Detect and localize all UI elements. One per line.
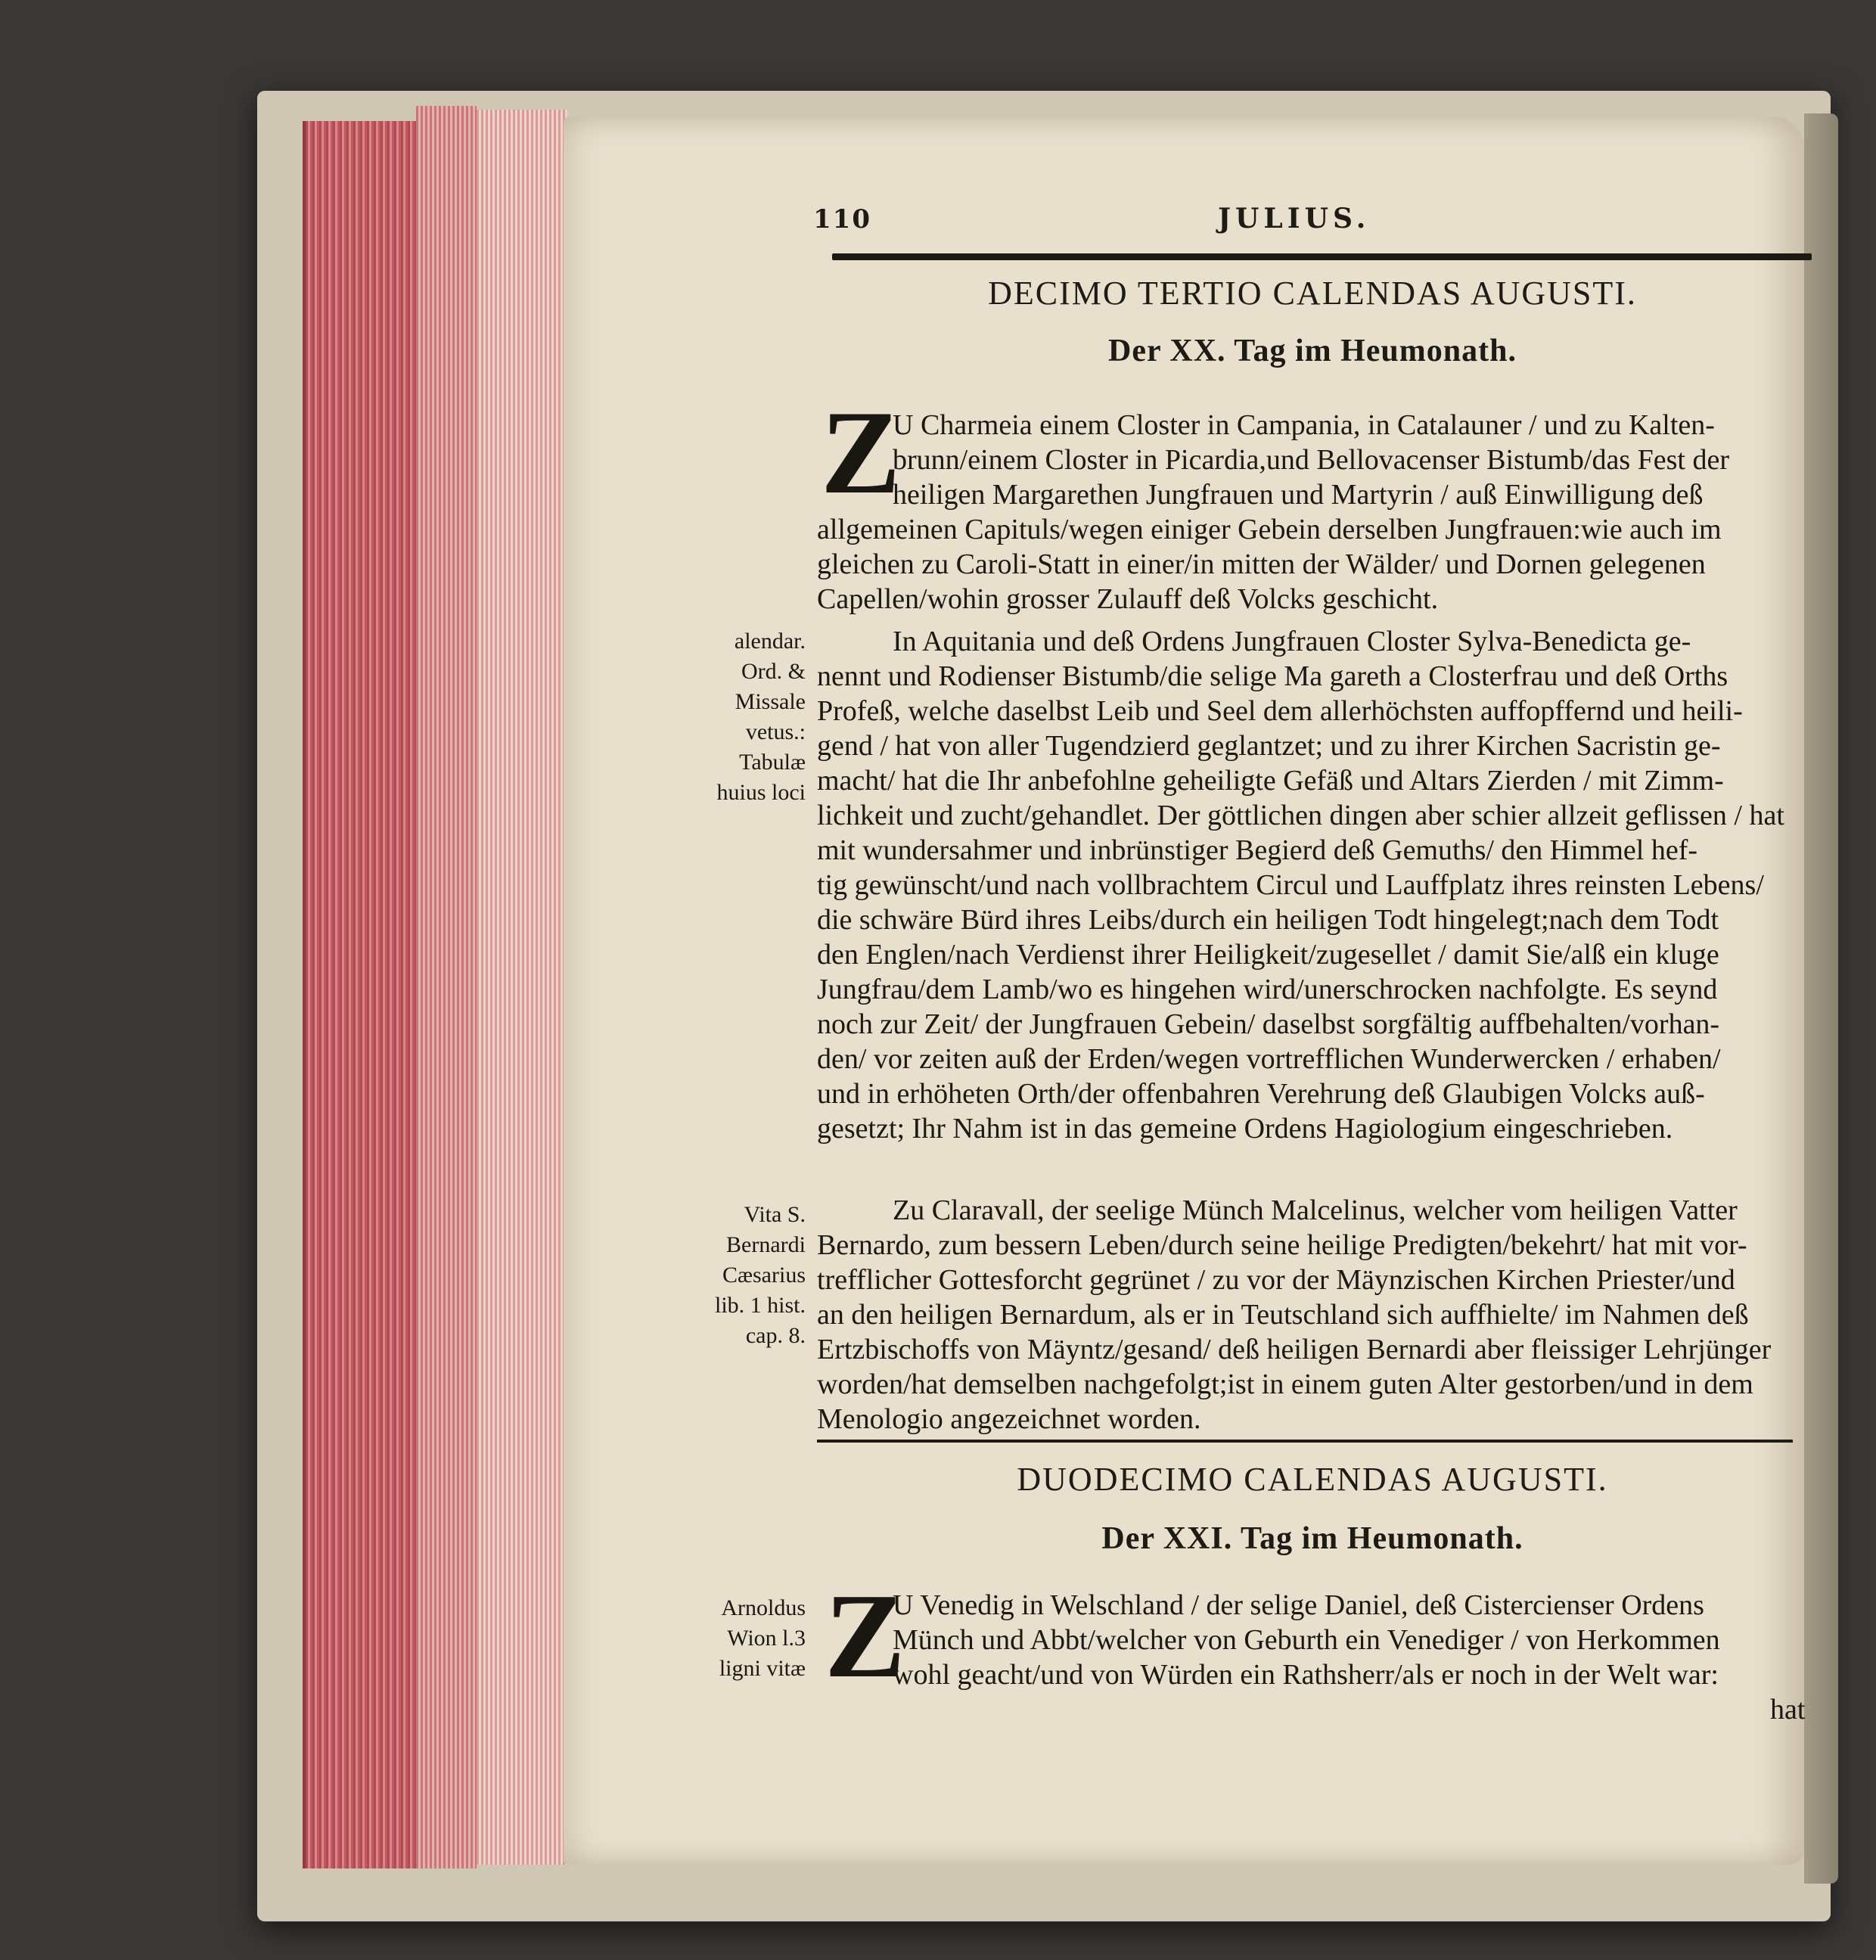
text-line: Jungfrau/dem Lamb/wo es hingehen wird/unerschrocken nachfolgte. Es seynd xyxy=(817,974,1718,1005)
text-line: an den heiligen Bernardum, als er in Teutschland sich auffhielte/ im Nahmen deß xyxy=(817,1299,1749,1331)
section-title: DUODECIMO CALENDAS AUGUSTI. xyxy=(1017,1461,1608,1498)
page-edges-middle xyxy=(416,106,477,1868)
text-line: U Venedig in Welschland / der selige Daniel, deß Cistercienser Ordens xyxy=(893,1589,1704,1621)
margin-note: Cæsarius xyxy=(722,1263,806,1288)
text-line: Capellen/wohin grosser Zulauff deß Volcks geschicht. xyxy=(817,583,1439,615)
margin-note: alendar. xyxy=(734,629,806,654)
text-line: den Englen/nach Verdienst ihrer Heiligkeit/zugesellet / damit Sie/alß ein kluge xyxy=(817,939,1719,971)
text-line: In Aquitania und deß Ordens Jungfrauen Closter Sylva-Benedicta ge- xyxy=(893,626,1691,657)
margin-note: Bernardi xyxy=(726,1232,806,1257)
section-title: DECIMO TERTIO CALENDAS AUGUSTI. xyxy=(988,275,1637,312)
text-line: Menologio angezeichnet worden. xyxy=(817,1403,1201,1435)
text-line: heiligen Margarethen Jungfrauen und Martyrin / auß Einwilligung deß xyxy=(893,479,1704,511)
margin-note: Arnoldus xyxy=(721,1595,806,1620)
text-line: Münch und Abbt/welcher von Geburth ein Venediger / von Herkommen xyxy=(893,1624,1720,1656)
page-edges-red xyxy=(303,121,419,1868)
text-line: brunn/einem Closter in Picardia,und Bellovacenser Bistumb/das Fest der xyxy=(893,444,1730,476)
text-line: worden/hat demselben nachgefolgt;ist in einem guten Alter gestorben/und in dem xyxy=(817,1368,1753,1400)
text-line: trefflicher Gottesforcht gegrünet / zu vor der Mäynzischen Kirchen Priester/und xyxy=(817,1264,1735,1296)
text-line: und in erhöheten Orth/der offenbahren Verehrung deß Glaubigen Volcks auß- xyxy=(817,1078,1705,1110)
text-line: den/ vor zeiten auß der Erden/wegen vortrefflichen Wunderwercken / erhaben/ xyxy=(817,1043,1721,1075)
text-line: macht/ hat die Ihr anbefohlne geheiligte Gefäß und Altars Zierden / mit Zimm- xyxy=(817,765,1724,797)
text-line: Profeß, welche daselbst Leib und Seel dem allerhöchsten auffopffernd und heili- xyxy=(817,695,1743,727)
margin-note: huius loci xyxy=(716,780,806,805)
text-line: tig gewünscht/und nach vollbrachtem Circul und Lauffplatz ihres reinsten Lebens/ xyxy=(817,869,1764,901)
text-line: U Charmeia einem Closter in Campania, in Catalauner / und zu Kalten- xyxy=(893,409,1715,441)
header-rule xyxy=(832,253,1812,260)
section-subtitle: Der XXI. Tag im Heumonath. xyxy=(1101,1521,1523,1556)
page-edges-inner xyxy=(477,110,567,1865)
drop-capital: Z xyxy=(821,387,901,519)
margin-note: Wion l.3 xyxy=(727,1626,806,1651)
text-line: mit wundersahmer und inbrünstiger Begierd deß Gemuths/ den Himmel hef- xyxy=(817,834,1698,866)
text-line: gesetzt; Ihr Nahm ist in das gemeine Ordens Hagiologium eingeschrieben. xyxy=(817,1113,1673,1145)
margin-note: vetus.: xyxy=(745,719,806,744)
text-line: lichkeit und zucht/gehandlet. Der göttlichen dingen aber schier allzeit geflissen / hat xyxy=(817,800,1784,831)
section-separator xyxy=(817,1440,1793,1443)
text-line: Zu Claravall, der seelige Münch Malcelinus, welcher vom heiligen Vatter xyxy=(893,1194,1738,1226)
margin-note: cap. 8. xyxy=(745,1323,806,1348)
margin-note: lib. 1 hist. xyxy=(714,1293,806,1318)
page-number: 110 xyxy=(813,204,871,235)
text-line: wohl geacht/und von Würden ein Rathsherr/als er noch in der Welt war: xyxy=(893,1659,1719,1691)
text-line: allgemeinen Capituls/wegen einiger Gebein derselben Jungfrauen:wie auch im xyxy=(817,514,1722,545)
text-line: die schwäre Bürd ihres Leibs/durch ein heiligen Todt hingelegt;nach dem Todt xyxy=(817,904,1719,936)
margin-note: Missale xyxy=(735,689,806,714)
drop-capital: Z xyxy=(825,1568,905,1703)
running-head: JULIUS. xyxy=(1218,203,1371,235)
text-line: nennt und Rodienser Bistumb/die selige Ma gareth a Closterfrau und deß Orths xyxy=(817,660,1728,692)
text-line: gleichen zu Caroli-Statt in einer/in mitten der Wälder/ und Dornen gelegenen xyxy=(817,548,1706,580)
text-line: Bernardo, zum bessern Leben/durch seine heilige Predigten/bekehrt/ hat mit vor- xyxy=(817,1229,1747,1261)
catchword: hat xyxy=(1770,1694,1806,1725)
margin-note: ligni vitæ xyxy=(719,1656,806,1681)
margin-note: Vita S. xyxy=(744,1202,806,1227)
margin-note: Tabulæ xyxy=(739,750,806,775)
text-line: Ertzbischoffs von Mäyntz/gesand/ deß heiligen Bernardi aber fleissiger Lehrjünger xyxy=(817,1334,1772,1365)
margin-note: Ord. & xyxy=(741,659,806,684)
text-line: gend / hat von aller Tugendzierd geglantzet; und zu ihrer Kirchen Sacristin ge- xyxy=(817,730,1721,762)
text-line: noch zur Zeit/ der Jungfrauen Gebein/ daselbst sorgfältig auffbehalten/vorhan- xyxy=(817,1008,1720,1040)
section-subtitle: Der XX. Tag im Heumonath. xyxy=(1108,334,1517,368)
